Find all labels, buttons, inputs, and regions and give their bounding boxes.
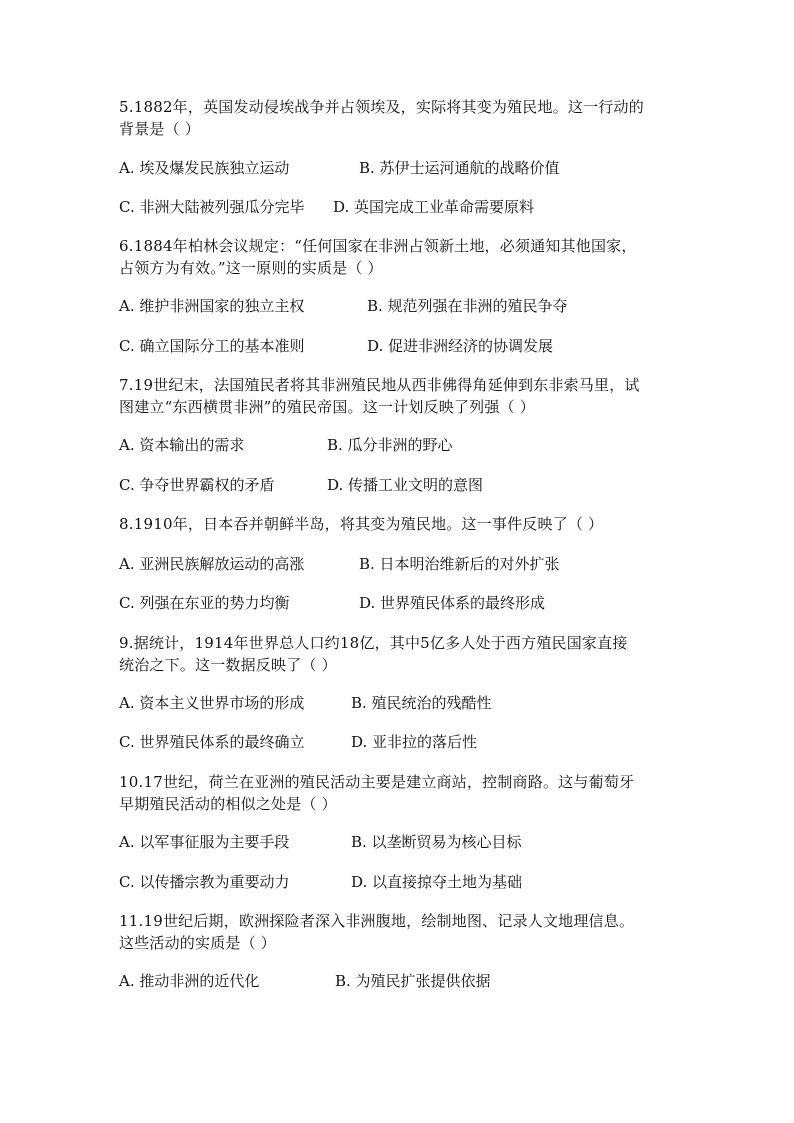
- stem-line: 6.1884年柏林会议规定：“任何国家在非洲占领新土地，必须通知其他国家，: [119, 237, 637, 255]
- question-5-option-b[interactable]: B. 苏伊士运河通航的战略价值: [359, 159, 560, 177]
- question-8-stem: [119, 513, 679, 535]
- question-6-option-d[interactable]: D. 促进非洲经济的协调发展: [367, 337, 554, 355]
- stem-line: 8.1910年，日本吞并朝鲜半岛，将其变为殖民地。这一事件反映了（ ）: [119, 515, 604, 533]
- question-10-option-d[interactable]: D. 以直接掠夺土地为基础: [351, 873, 523, 891]
- question-11-option-b[interactable]: B. 为殖民扩张提供依据: [335, 972, 491, 990]
- question-9-option-c[interactable]: C. 世界殖民体系的最终确立: [119, 733, 305, 751]
- stem-line: 图建立“东西横贯非洲”的殖民帝国。这一计划反映了列强（ ）: [119, 398, 535, 416]
- question-7-option-b[interactable]: B. 瓜分非洲的野心: [327, 436, 453, 454]
- stem-line: 5.1882年，英国发动侵埃战争并占领埃及，实际将其变为殖民地。这一行动的: [119, 98, 644, 116]
- question-5-option-a[interactable]: A. 埃及爆发民族独立运动: [119, 159, 290, 177]
- question-11-option-a[interactable]: A. 推动非洲的近代化: [119, 972, 260, 990]
- question-7-option-a[interactable]: A. 资本输出的需求: [119, 436, 245, 454]
- question-8-option-b[interactable]: B. 日本明治维新后的对外扩张: [359, 555, 560, 573]
- question-9-stem: [119, 632, 679, 676]
- question-10-stem: [119, 771, 679, 815]
- stem-line: 早期殖民活动的相似之处是（ ）: [119, 795, 337, 813]
- question-10-option-c[interactable]: C. 以传播宗教为重要动力: [119, 873, 290, 891]
- question-9-option-a[interactable]: A. 资本主义世界市场的形成: [119, 694, 305, 712]
- question-5-stem: [119, 96, 679, 140]
- question-10-option-b[interactable]: B. 以垄断贸易为核心目标: [351, 833, 522, 851]
- stem-line: 10.17世纪，荷兰在亚洲的殖民活动主要是建立商站，控制商路。这与葡萄牙: [119, 773, 635, 791]
- question-6-option-a[interactable]: A. 维护非洲国家的独立主权: [119, 297, 305, 315]
- stem-line: 7.19世纪末，法国殖民者将其非洲殖民地从西非佛得角延伸到东非索马里，试: [119, 376, 640, 394]
- stem-line: 11.19世纪后期，欧洲探险者深入非洲腹地，绘制地图、记录人文地理信息。: [119, 912, 635, 930]
- question-8-option-a[interactable]: A. 亚洲民族解放运动的高涨: [119, 555, 305, 573]
- question-7-option-c[interactable]: C. 争夺世界霸权的矛盾: [119, 476, 275, 494]
- stem-line: 占领方为有效。”这一原则的实质是（ ）: [119, 259, 383, 277]
- question-9-option-d[interactable]: D. 亚非拉的落后性: [351, 733, 478, 751]
- stem-line: 9.据统计，1914年世界总人口约18亿，其中5亿多人处于西方殖民国家直接: [119, 634, 628, 652]
- question-8-option-d[interactable]: D. 世界殖民体系的最终形成: [359, 594, 546, 612]
- question-8-option-c[interactable]: C. 列强在东亚的势力均衡: [119, 594, 290, 612]
- question-9-option-b[interactable]: B. 殖民统治的残酷性: [351, 694, 492, 712]
- question-6-option-c[interactable]: C. 确立国际分工的基本准则: [119, 337, 305, 355]
- question-11-stem: [119, 910, 679, 954]
- stem-line: 背景是（ ）: [119, 120, 200, 138]
- stem-line: 这些活动的实质是（ ）: [119, 934, 276, 952]
- question-6-stem: [119, 235, 679, 279]
- question-7-stem: [119, 374, 679, 418]
- question-5-option-d[interactable]: D. 英国完成工业革命需要原料: [333, 198, 535, 216]
- question-10-option-a[interactable]: A. 以军事征服为主要手段: [119, 833, 290, 851]
- question-7-option-d[interactable]: D. 传播工业文明的意图: [327, 476, 484, 494]
- stem-line: 统治之下。这一数据反映了（ ）: [119, 656, 337, 674]
- question-6-option-b[interactable]: B. 规范列强在非洲的殖民争夺: [367, 297, 568, 315]
- question-5-option-c[interactable]: C. 非洲大陆被列强瓜分完毕: [119, 198, 305, 216]
